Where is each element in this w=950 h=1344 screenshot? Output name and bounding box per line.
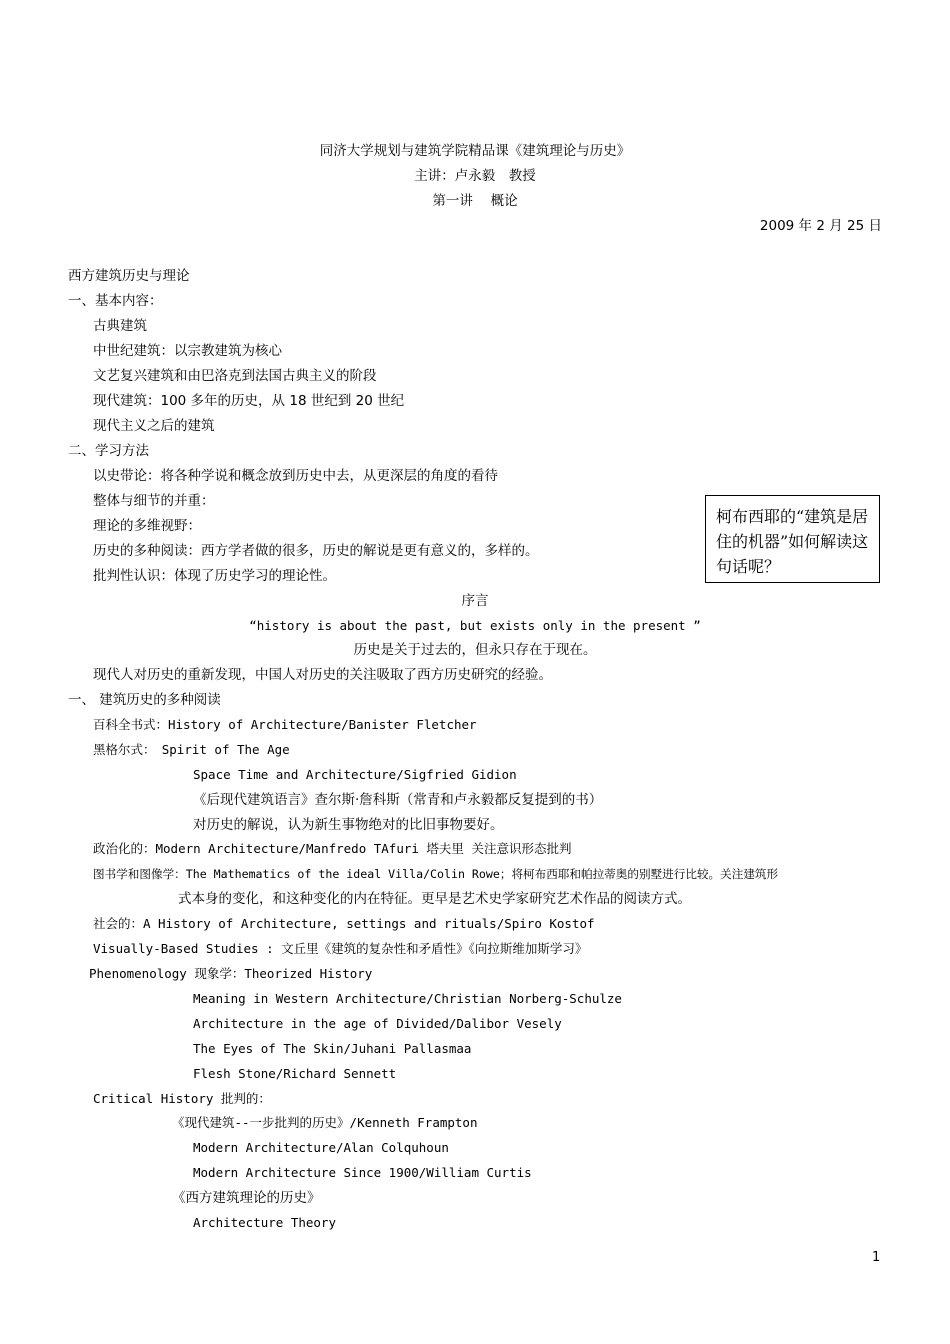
list-item: 中世纪建筑：以宗教建筑为核心 — [93, 343, 282, 359]
preface-title: 序言 — [461, 593, 489, 609]
list-item: 以史带论：将各种学说和概念放到历史中去，从更深层的角度的看待 — [93, 468, 498, 484]
reading-line: 百科全书式：History of Architecture/Banister Fletcher — [93, 717, 477, 732]
list-item: 批判性认识：体现了历史学习的理论性。 — [93, 568, 336, 584]
list-item: 现代主义之后的建筑 — [93, 418, 215, 434]
preface-quote-zh: 历史是关于过去的，但永只存在于现在。 — [353, 642, 597, 658]
reading-line: Space Time and Architecture/Sigfried Gidion — [193, 767, 517, 782]
reading-line: 《西方建筑理论的历史》 — [172, 1190, 321, 1206]
list-item: 理论的多维视野： — [93, 518, 201, 534]
list-item: 历史的多种阅读：西方学者做的很多，历史的解说是更有意义的，多样的。 — [93, 543, 539, 559]
reading-line: Architecture in the age of Divided/Dalibor Vesely — [193, 1016, 562, 1031]
reading-line: 政治化的：Modern Architecture/Manfredo TAfuri 塔夫里 关注意识形态批判 — [93, 841, 572, 856]
list-item: 文艺复兴建筑和由巴洛克到法国古典主义的阶段 — [93, 368, 377, 384]
preface-quote-en: “history is about the past, but exists only in the present ” — [249, 618, 701, 633]
reading-line: 图书学和图像学：The Mathematics of the ideal Villa/Colin Rowe；将柯布西耶和帕拉蒂奥的别墅进行比较。关注建筑形 — [93, 867, 779, 881]
reading-line: Critical History 批判的： — [93, 1091, 271, 1106]
preface-paragraph: 现代人对历史的重新发现，中国人对历史的关注吸取了西方历史研究的经验。 — [93, 667, 552, 683]
reading-line: 社会的：A History of Architecture, settings and rituals/Spiro Kostof — [93, 916, 595, 931]
reading-line: Visually-Based Studies : 文丘里《建筑的复杂性和矛盾性》《向拉斯维加斯学习》 — [93, 941, 588, 956]
page-title: 同济大学规划与建筑学院精品课《建筑理论与历史》 — [319, 143, 631, 159]
reading-line: The Eyes of The Skin/Juhani Pallasmaa — [193, 1041, 472, 1056]
section-title: 西方建筑历史与理论 — [68, 268, 190, 284]
note-box: 柯布西耶的“建筑是居住的机器”如何解读这句话呢？ — [705, 495, 880, 583]
list-item: 古典建筑 — [93, 318, 147, 334]
reading-line: Modern Architecture Since 1900/William Curtis — [193, 1165, 532, 1180]
reading-line: Architecture Theory — [193, 1215, 336, 1230]
page-number: 1 — [872, 1250, 881, 1265]
list-item: 现代建筑：100 多年的历史，从 18 世纪到 20 世纪 — [93, 393, 405, 409]
reading-line: Modern Architecture/Alan Colquhoun — [193, 1140, 449, 1155]
lecture-title: 第一讲 概论 — [432, 193, 518, 209]
reading-line: Flesh Stone/Richard Sennett — [193, 1066, 397, 1081]
part1-heading: 一、基本内容： — [68, 293, 163, 309]
reading-line: Phenomenology 现象学：Theorized History — [89, 966, 373, 981]
reading-line: 对历史的解说，认为新生事物绝对的比旧事物要好。 — [193, 817, 504, 833]
list-item: 整体与细节的并重： — [93, 493, 215, 509]
part2-heading: 二、学习方法 — [68, 443, 149, 459]
reading-line: 黑格尔式： Spirit of The Age — [93, 742, 290, 757]
reading-line: Meaning in Western Architecture/Christian Norberg-Schulze — [193, 991, 622, 1006]
part3-heading: 一、 建筑历史的多种阅读 — [68, 692, 221, 708]
date: 2009 年 2 月 25 日 — [759, 218, 882, 234]
reading-line: 《现代建筑--一步批判的历史》/Kenneth Frampton — [172, 1115, 478, 1130]
reading-line: 式本身的变化，和这种变化的内在特征。更早是艺术史学家研究艺术作品的阅读方式。 — [178, 891, 691, 907]
reading-line: 《后现代建筑语言》查尔斯·詹科斯（常青和卢永毅都反复提到的书） — [193, 792, 603, 808]
lecturer: 主讲：卢永毅 教授 — [414, 168, 536, 184]
